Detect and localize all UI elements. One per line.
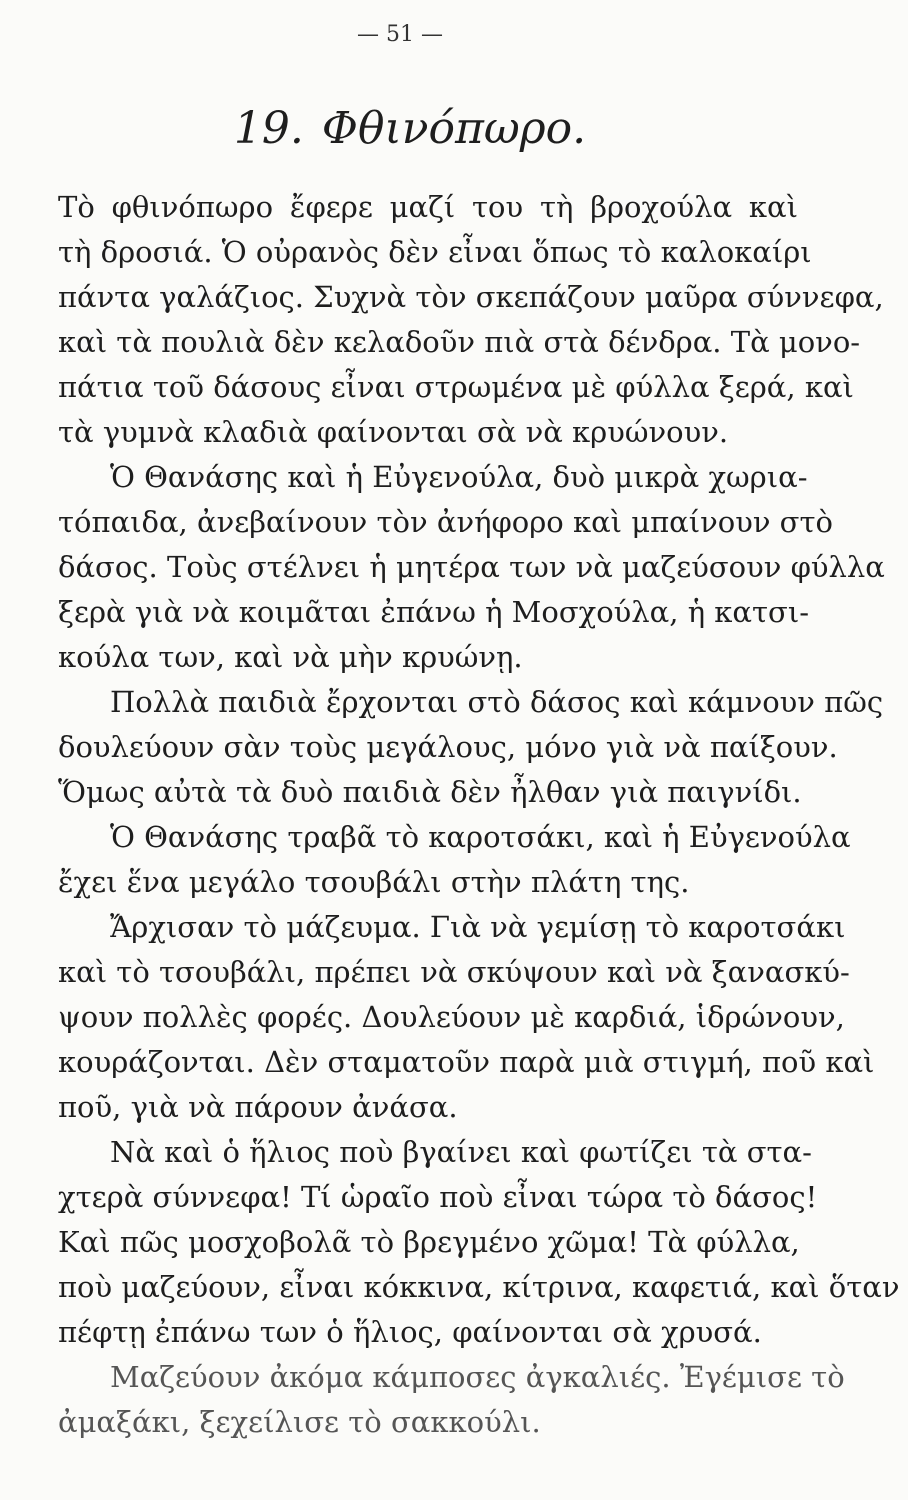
chapter-title — [0, 103, 820, 154]
text-line: πάντα γαλάζιος. Συχνὰ τὸν σκεπάζουν μαῦρα σύννεφα, — [58, 280, 884, 314]
text-line: Ἄρχισαν τὸ μάζευμα. Γιὰ νὰ γεμίσῃ τὸ καροτσάκι — [110, 910, 846, 944]
text-line: ποὺ μαζεύουν, εἶναι κόκκινα, κίτρινα, καφετιά, καὶ ὅταν — [58, 1270, 900, 1304]
text-line: δουλεύουν σὰν τοὺς μεγάλους, μόνο γιὰ νὰ παίξουν. — [58, 730, 838, 764]
text-line: πάτια τοῦ δάσους εἶναι στρωμένα μὲ φύλλα ξερά, καὶ — [58, 370, 854, 404]
text-line: τόπαιδα, ἀνεβαίνουν τὸν ἀνήφορο καὶ μπαίνουν στὸ — [58, 505, 833, 539]
chapter-number: 19. — [233, 103, 304, 154]
text-line: Ὁ Θανάσης καὶ ἡ Εὐγενούλα, δυὸ μικρὰ χωρια- — [110, 460, 808, 494]
text-line: κούλα των, καὶ νὰ μὴν κρυώνῃ. — [58, 640, 523, 674]
text-line: Τὸ φθινόπωρο ἔφερε μαζί του τὴ βροχούλα καὶ — [58, 190, 798, 224]
text-line: Νὰ καὶ ὁ ἥλιος ποὺ βγαίνει καὶ φωτίζει τὰ στα- — [110, 1135, 812, 1169]
text-line: κουράζονται. Δὲν σταματοῦν παρὰ μιὰ στιγμή, ποῦ καὶ — [58, 1045, 875, 1079]
text-line: Πολλὰ παιδιὰ ἔρχονται στὸ δάσος καὶ κάμνουν πῶς — [110, 685, 884, 719]
text-line: Μαζεύουν ἀκόμα κάμποσες ἀγκαλιές. Ἐγέμισε τὸ — [110, 1360, 845, 1394]
text-line: Ὅμως αὐτὰ τὰ δυὸ παιδιὰ δὲν ἦλθαν γιὰ παιγνίδι. — [58, 775, 802, 809]
page-number: — 51 — — [357, 22, 443, 47]
text-line: ἔχει ἕνα μεγάλο τσουβάλι στὴν πλάτη της. — [58, 865, 690, 899]
body-text — [58, 185, 900, 1445]
text-line: ποῦ, γιὰ νὰ πάρουν ἀνάσα. — [58, 1090, 458, 1124]
text-line: δάσος. Τοὺς στέλνει ἡ μητέρα των νὰ μαζεύσουν φύλλα — [58, 550, 885, 584]
text-line: ψουν πολλὲς φορές. Δουλεύουν μὲ καρδιά, ἱδρώνουν, — [58, 1000, 845, 1034]
text-line: καὶ τὸ τσουβάλι, πρέπει νὰ σκύψουν καὶ νὰ ξανασκύ- — [58, 955, 850, 989]
text-line: ἀμαξάκι, ξεχείλισε τὸ σακκούλι. — [58, 1405, 541, 1439]
text-line: τὴ δροσιά. Ὁ οὐρανὸς δὲν εἶναι ὅπως τὸ καλοκαίρι — [58, 235, 812, 269]
text-line: Καὶ πῶς μοσχοβολᾶ τὸ βρεγμένο χῶμα! Τὰ φύλλα, — [58, 1225, 800, 1259]
chapter-title-text: Φθινόπωρο. — [321, 103, 587, 154]
text-line: τὰ γυμνὰ κλαδιὰ φαίνονται σὰ νὰ κρυώνουν. — [58, 415, 729, 449]
text-line: πέφτῃ ἐπάνω των ὁ ἥλιος, φαίνονται σὰ χρυσά. — [58, 1315, 762, 1349]
text-line: χτερὰ σύννεφα! Τί ὡραῖο ποὺ εἶναι τώρα τὸ δάσος! — [58, 1180, 818, 1214]
text-line: ξερὰ γιὰ νὰ κοιμᾶται ἐπάνω ἡ Μοσχούλα, ἡ κατσι- — [58, 595, 809, 629]
text-line: καὶ τὰ πουλιὰ δὲν κελαδοῦν πιὰ στὰ δένδρα. Τὰ μονο- — [58, 325, 861, 359]
text-line: Ὁ Θανάσης τραβᾶ τὸ καροτσάκι, καὶ ἡ Εὐγενούλα — [110, 820, 851, 854]
